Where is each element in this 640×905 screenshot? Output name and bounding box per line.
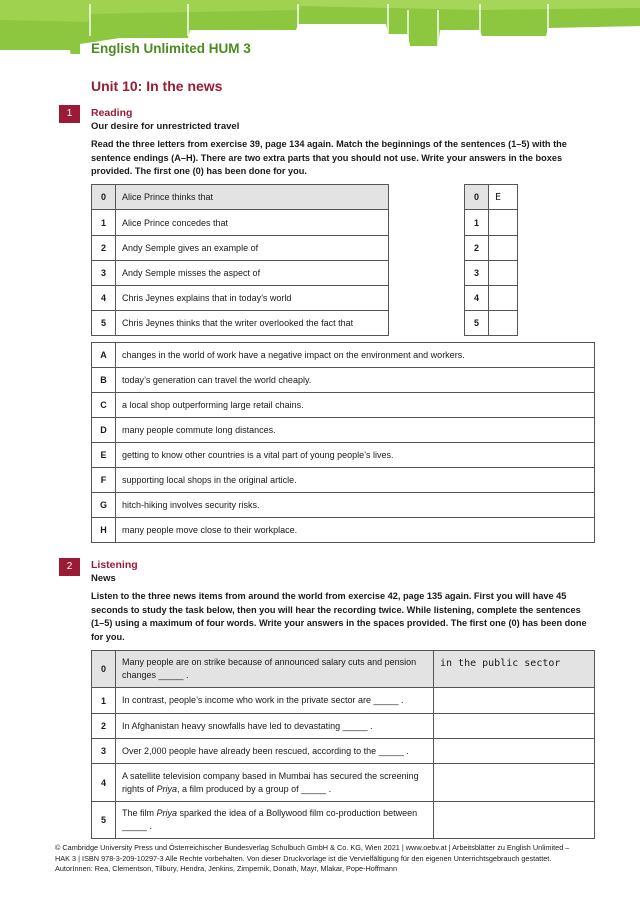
sentence-text: In contrast, people’s income who work in the private sector are _____ . — [122, 695, 404, 705]
row-text — [116, 688, 434, 714]
row-key: 1 — [92, 210, 116, 236]
answer-box[interactable] — [489, 210, 518, 236]
endings-table — [91, 342, 595, 543]
row-key: 2 — [92, 236, 116, 261]
section-subtitle: News — [91, 573, 116, 584]
row-key: F — [92, 468, 116, 493]
row-key: B — [92, 368, 116, 393]
row-key: C — [92, 393, 116, 418]
table-row — [92, 493, 595, 518]
answer-field[interactable] — [434, 802, 595, 839]
answer-key: 3 — [465, 261, 489, 286]
table-row — [92, 368, 595, 393]
row-key: 3 — [92, 261, 116, 286]
row-key: A — [92, 343, 116, 368]
row-text: many people commute long distances. — [116, 418, 595, 443]
answer-row — [465, 236, 518, 261]
answer-key: 5 — [465, 311, 489, 336]
row-text: today’s generation can travel the world cheaply. — [116, 368, 595, 393]
section-number-badge: 2 — [59, 558, 80, 576]
sentence-text: In Afghanistan heavy snowfalls have led to devastating _____ . — [122, 720, 373, 731]
row-key: D — [92, 418, 116, 443]
table-row — [92, 185, 389, 210]
section-subtitle: Our desire for unrestricted travel — [91, 121, 240, 132]
row-key: 5 — [92, 802, 116, 839]
table-row — [92, 468, 595, 493]
sentence-text: , a film produced by a group of _____ . — [177, 783, 332, 794]
row-key: 3 — [92, 739, 116, 764]
answer-field[interactable]: in the public sector — [434, 651, 595, 688]
row-key: 0 — [92, 185, 116, 210]
table-row — [92, 236, 389, 261]
row-text: supporting local shops in the original article. — [116, 468, 595, 493]
answer-boxes-table — [464, 184, 518, 336]
answer-row — [465, 210, 518, 236]
answer-box[interactable] — [489, 286, 518, 311]
table-row — [92, 651, 595, 688]
section-instructions: Read the three letters from exercise 39, page 134 again. Match the beginnings of the sentences (1–5) with the sentence endings (A–H). There are two extra parts that you should not use. Write your answers in the boxes provided. The first one (0) has been done for you. — [91, 139, 567, 176]
table-row — [92, 261, 389, 286]
table-row — [92, 286, 389, 311]
answer-key: 2 — [465, 236, 489, 261]
answer-row — [465, 286, 518, 311]
table-row — [92, 714, 595, 739]
table-row — [92, 343, 595, 368]
sentence-text: sparked the idea of a Bollywood film co-production between _____ . — [122, 808, 418, 831]
beginnings-table — [91, 184, 389, 336]
section-number-badge: 1 — [59, 105, 80, 123]
section-title: Listening — [91, 559, 138, 571]
table-row — [92, 764, 595, 802]
answer-box[interactable] — [489, 236, 518, 261]
row-text: Alice Prince concedes that — [116, 210, 389, 236]
answer-key: 4 — [465, 286, 489, 311]
row-key: 5 — [92, 311, 116, 336]
row-key: 1 — [92, 688, 116, 714]
sentence-text: Over 2,000 people have already been rescued, according to the _____ . — [122, 745, 409, 756]
app-title: English Unlimited HUM 3 — [91, 41, 251, 56]
sentence-italic: Priya — [156, 808, 178, 818]
row-key: E — [92, 443, 116, 468]
row-text: many people move close to their workplace. — [116, 518, 595, 543]
table-row — [92, 518, 595, 543]
row-key: G — [92, 493, 116, 518]
row-text — [116, 802, 434, 839]
sentence-italic: Priya — [156, 783, 178, 794]
answer-row — [465, 261, 518, 286]
unit-title: Unit 10: In the news — [91, 78, 223, 94]
answer-field[interactable] — [434, 714, 595, 739]
answer-box[interactable] — [489, 261, 518, 286]
table-row — [92, 210, 389, 236]
answer-box[interactable] — [489, 311, 518, 336]
section-title: Reading — [91, 107, 133, 119]
row-text: changes in the world of work have a negative impact on the environment and workers. — [116, 343, 595, 368]
table-row — [92, 393, 595, 418]
row-key: H — [92, 518, 116, 543]
answer-field[interactable] — [434, 764, 595, 802]
answer-field[interactable] — [434, 688, 595, 714]
table-row — [92, 802, 595, 839]
answer-field[interactable] — [434, 739, 595, 764]
table-row — [92, 443, 595, 468]
row-text — [116, 739, 434, 764]
row-text: Andy Semple gives an example of — [116, 236, 389, 261]
answer-key: 1 — [465, 210, 489, 236]
authors-text: AutorInnen: Rea, Clementson, Tilbury, Hendra, Jenkins, Zimpernik, Donath, Mayr, Mlakar, Pope-Hoffmann — [55, 864, 398, 873]
table-row — [92, 418, 595, 443]
row-key: 4 — [92, 286, 116, 311]
row-text: Andy Semple misses the aspect of — [116, 261, 389, 286]
row-text: a local shop outperforming large retail chains. — [116, 393, 595, 418]
answer-box[interactable]: E — [489, 185, 518, 210]
answer-key: 0 — [465, 185, 489, 210]
answer-row — [465, 185, 518, 210]
row-text — [116, 651, 434, 688]
answer-row — [465, 311, 518, 336]
copyright-text: © Cambridge University Press und Österreichischer Bundesverlag Schulbuch GmbH & Co. KG, Wien 2021 | www.oebv.at | Arbeitsblätter zu English Unlimited – HAK 3 | ISBN 978-3-209-10297-3 Alle Rechte vorbehalten. Von dieser Druckvorlage ist die Vervielfältigung für den eigenen Unterrichtsgebrauch gestattet. — [55, 843, 570, 863]
header-banner — [0, 0, 640, 66]
row-text: Chris Jeynes thinks that the writer overlooked the fact that — [116, 311, 389, 336]
table-row — [92, 311, 389, 336]
row-key: 4 — [92, 764, 116, 802]
row-key: 2 — [92, 714, 116, 739]
row-text — [116, 764, 434, 802]
sentence-text: A satellite television company based in Mumbai has secured the screening rights of — [122, 770, 419, 794]
row-text: Chris Jeynes explains that in today’s world — [116, 286, 389, 311]
listening-table — [91, 650, 595, 839]
row-key: 0 — [92, 651, 116, 688]
footer — [55, 843, 585, 875]
row-text — [116, 714, 434, 739]
table-row — [92, 739, 595, 764]
section-instructions: Listen to the three news items from around the world from exercise 42, page 135 again. First you will have 45 seconds to study the task below, then you will hear the recording twice. While listening, complete the sentences (1–5) using a maximum of four words. Write your answers in the spaces provided. The first one (0) has been done for you. — [91, 591, 587, 642]
row-text: hitch-hiking involves security risks. — [116, 493, 595, 518]
sentence-text: The film — [122, 808, 157, 818]
row-text: getting to know other countries is a vital part of young people’s lives. — [116, 443, 595, 468]
sentence-text: Many people are on strike because of announced salary cuts and pension changes _____ . — [122, 657, 417, 680]
row-text: Alice Prince thinks that — [116, 185, 389, 210]
table-row — [92, 688, 595, 714]
